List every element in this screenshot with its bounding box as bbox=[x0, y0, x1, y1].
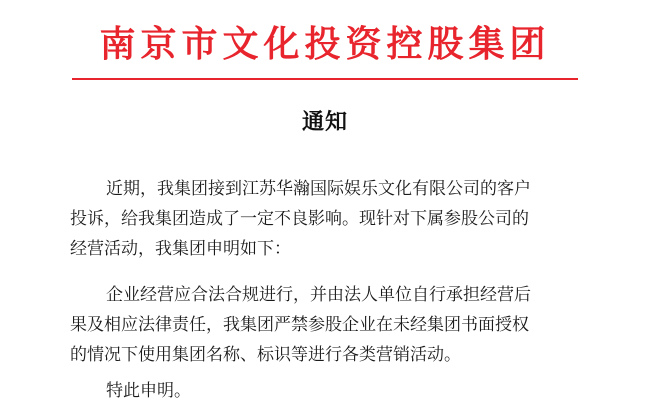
paragraph-line: 果及相应法律责任，我集团严禁参股企业在未经集团书面授权 bbox=[70, 315, 529, 335]
paragraph-line: 经营活动，我集团申明如下： bbox=[70, 239, 291, 259]
letterhead-org-name: 南京市文化投资控股集团 bbox=[99, 23, 551, 65]
paragraph-1 bbox=[70, 174, 590, 264]
paragraph-line: 近期，我集团接到江苏华瀚国际娱乐文化有限公司的客户 bbox=[106, 179, 531, 199]
paragraph-line: 特此申明。 bbox=[106, 381, 191, 401]
paragraph-2 bbox=[70, 280, 590, 370]
notice-title: 通知 bbox=[301, 110, 348, 135]
paragraph-line: 的情况下使用集团名称、标识等进行各类营销活动。 bbox=[70, 345, 461, 365]
paragraph-line: 企业经营应合法合规进行，并由法人单位自行承担经营后 bbox=[106, 285, 531, 305]
paragraph-line: 投诉，给我集团造成了一定不良影响。现针对下属参股公司的 bbox=[70, 209, 529, 229]
paragraph-3 bbox=[70, 376, 590, 406]
letterhead-divider bbox=[72, 78, 578, 80]
